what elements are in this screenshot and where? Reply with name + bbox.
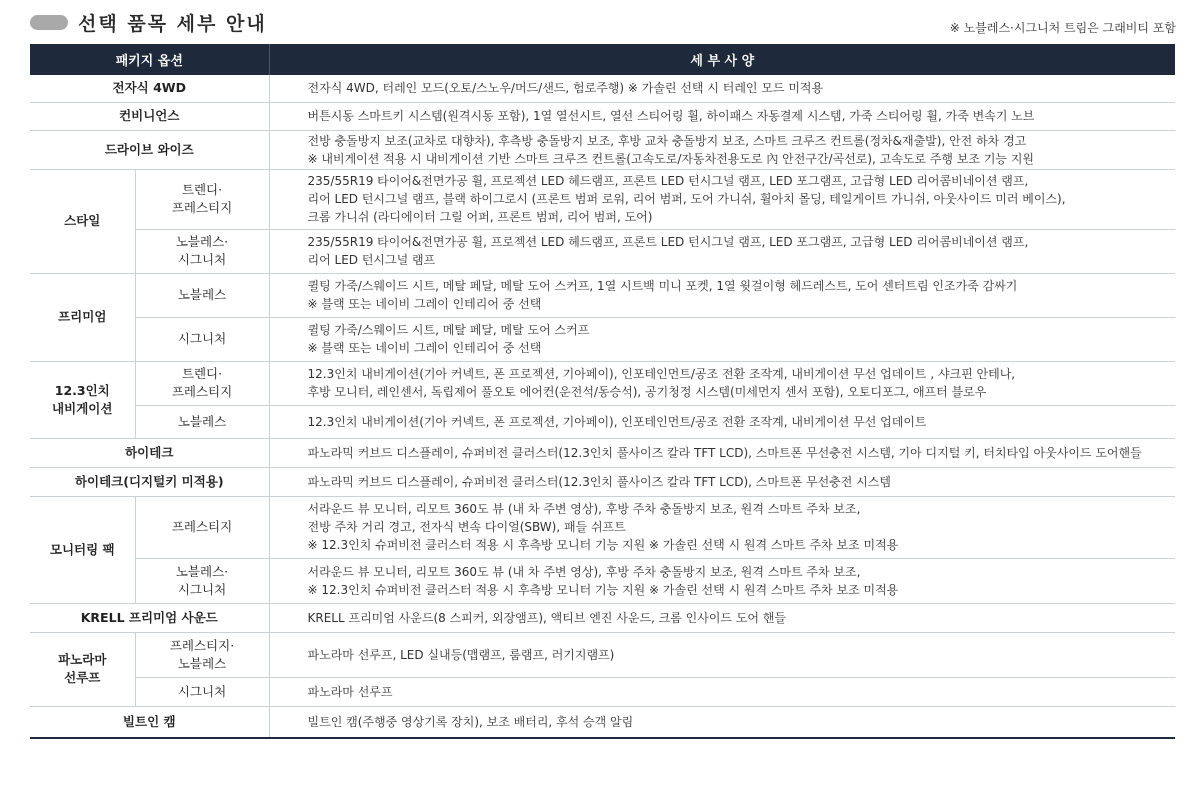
spec-details xyxy=(269,677,1175,706)
spec-details xyxy=(269,706,1175,738)
section-title: 선택 품목 세부 안내 xyxy=(78,13,267,35)
spec-details xyxy=(269,603,1175,632)
options-table xyxy=(30,44,1175,739)
spec-line: 235/55R19 타이어&전면가공 휠, 프로젝션 LED 헤드램프, 프론트 LED 턴시그널 램프, LED 포그램프, 고급형 LED 리어콤비네이션 램프, xyxy=(307,174,1029,188)
page-header xyxy=(0,0,1200,44)
spec-line: 파노라믹 커브드 디스플레이, 슈퍼비전 클러스터(12.3인치 풀사이즈 칼라 TFT LCD), 스마트폰 무선충전 시스템, 기아 디지털 키, 터치타입 아웃사이드 도어핸들 xyxy=(307,445,1142,460)
package-name: 파노라마 선루프 xyxy=(30,632,135,706)
table-row xyxy=(30,558,1175,603)
package-name: 프리미엄 xyxy=(30,273,135,361)
trim-name: 프레스티지 xyxy=(135,496,269,558)
table-row xyxy=(30,229,1175,273)
spec-line: 크롬 가니쉬 (라디에이터 그릴 어퍼, 프론트 범퍼, 리어 범퍼, 도어) xyxy=(307,210,653,224)
package-name: 전자식 4WD xyxy=(30,75,269,102)
spec-line: 12.3인치 내비게이션(기아 커넥트, 폰 프로젝션, 기아페이), 인포테인먼트/공조 전환 조작계, 내비게이션 무선 업데이트 xyxy=(307,414,927,429)
package-name: 빌트인 캠 xyxy=(30,706,269,738)
trim-note: ※ 노블레스·시그니처 트림은 그래비티 포함 xyxy=(949,21,1176,35)
trim-name: 노블레스 xyxy=(135,405,269,438)
spec-details xyxy=(269,496,1175,558)
spec-line: 퀼팅 가죽/스웨이드 시트, 메탈 페달, 메탈 도어 스커프, 1열 시트백 미니 포켓, 1열 윗걸이형 헤드레스트, 도어 센터트림 인조가죽 감싸기 xyxy=(307,279,1018,293)
spec-line: ※ 12.3인치 슈퍼비전 클러스터 적용 시 후측방 모니터 기능 지원 ※ 가솔린 선택 시 원격 스마트 주차 보조 미적용 xyxy=(307,582,899,597)
spec-line: 전방 충돌방지 보조(교차로 대향차), 후측방 충돌방지 보조, 후방 교차 충돌방지 보조, 스마트 크루즈 컨트롤(정차&재출발), 안전 하차 경고 xyxy=(307,133,1027,148)
spec-line: 버튼시동 스마트키 시스템(원격시동 포함), 1열 열선시트, 열선 스티어링 휠, 하이패스 자동결제 시스템, 가죽 스티어링 휠, 가죽 변속기 노브 xyxy=(307,109,1035,123)
table-row xyxy=(30,467,1175,496)
trim-name: 트렌디· 프레스티지 xyxy=(135,361,269,405)
spec-line: 전방 주차 거리 경고, 전자식 변속 다이얼(SBW), 패들 쉬프트 xyxy=(307,520,626,534)
spec-line: ※ 내비게이션 적용 시 내비게이션 기반 스마트 크루즈 컨트롤(고속도로/자동차전용도로 內 안전구간/곡선로), 고속도로 주행 보조 기능 지원 xyxy=(307,151,1035,166)
spec-line: 서라운드 뷰 모니터, 리모트 360도 뷰 (내 차 주변 영상), 후방 주차 충돌방지 보조, 원격 스마트 주차 보조, xyxy=(307,502,861,516)
spec-line: 12.3인치 내비게이션(기아 커넥트, 폰 프로젝션, 기아페이), 인포테인먼트/공조 전환 조작계, 내비게이션 무선 업데이트 , 샤크핀 안테나, xyxy=(307,367,1016,381)
package-name: 하이테크 xyxy=(30,438,269,467)
spec-details xyxy=(269,169,1175,229)
spec-line: 파노라마 선루프 xyxy=(307,684,393,699)
package-name: 하이테크(디지털키 미적용) xyxy=(30,467,269,496)
spec-line: 파노라마 선루프, LED 실내등(맵램프, 룸램프, 러기지램프) xyxy=(307,647,615,662)
spec-details xyxy=(269,229,1175,273)
trim-name: 프레스티지· 노블레스 xyxy=(135,632,269,677)
table-row xyxy=(30,632,1175,677)
table-row xyxy=(30,438,1175,467)
spec-details xyxy=(269,558,1175,603)
spec-line: 235/55R19 타이어&전면가공 휠, 프로젝션 LED 헤드램프, 프론트 LED 턴시그널 램프, LED 포그램프, 고급형 LED 리어콤비네이션 램프, xyxy=(307,235,1029,249)
table-row xyxy=(30,169,1175,229)
spec-details xyxy=(269,438,1175,467)
package-name: 컨비니언스 xyxy=(30,102,269,130)
spec-line: 빌트인 캠(주행중 영상기록 장치), 보조 배터리, 후석 승객 알림 xyxy=(307,714,634,729)
spec-line: 퀼팅 가죽/스웨이드 시트, 메탈 페달, 메탈 도어 스커프 xyxy=(307,323,590,337)
spec-details xyxy=(269,361,1175,405)
trim-name: 노블레스· 시그니처 xyxy=(135,229,269,273)
spec-details xyxy=(269,273,1175,317)
spec-line: 리어 LED 턴시그널 램프 xyxy=(307,253,436,267)
table-row xyxy=(30,361,1175,405)
table-row xyxy=(30,405,1175,438)
table-row xyxy=(30,273,1175,317)
spec-line: 서라운드 뷰 모니터, 리모트 360도 뷰 (내 차 주변 영상), 후방 주차 충돌방지 보조, 원격 스마트 주차 보조, xyxy=(307,564,861,579)
table-row xyxy=(30,706,1175,738)
table-row xyxy=(30,102,1175,130)
spec-line: KRELL 프리미엄 사운드(8 스피커, 외장앰프), 액티브 엔진 사운드, 크롬 인사이드 도어 핸들 xyxy=(307,610,787,625)
spec-details xyxy=(269,102,1175,130)
trim-name: 노블레스 xyxy=(135,273,269,317)
table-row xyxy=(30,677,1175,706)
package-name: KRELL 프리미엄 사운드 xyxy=(30,603,269,632)
spec-line: ※ 블랙 또는 네이비 그레이 인테리어 중 선택 xyxy=(307,341,542,355)
package-name: 12.3인치 내비게이션 xyxy=(30,361,135,438)
table-row xyxy=(30,496,1175,558)
spec-line: ※ 블랙 또는 네이비 그레이 인테리어 중 선택 xyxy=(307,297,542,311)
table-row xyxy=(30,75,1175,102)
trim-name: 트렌디· 프레스티지 xyxy=(135,169,269,229)
section-marker-icon xyxy=(30,15,68,30)
trim-name: 시그니처 xyxy=(135,677,269,706)
table-row xyxy=(30,317,1175,361)
spec-line: ※ 12.3인치 슈퍼비전 클러스터 적용 시 후측방 모니터 기능 지원 ※ 가솔린 선택 시 원격 스마트 주차 보조 미적용 xyxy=(307,538,899,552)
spec-details xyxy=(269,75,1175,102)
spec-line: 리어 LED 턴시그널 램프, 블랙 하이그로시 (프론트 범퍼 로워, 리어 범퍼, 도어 가니쉬, 휠아치 몰딩, 테일게이트 가니쉬, 아웃사이드 미러 베이스), xyxy=(307,192,1066,206)
table-row xyxy=(30,603,1175,632)
spec-details xyxy=(269,405,1175,438)
spec-details xyxy=(269,632,1175,677)
table-header-row xyxy=(30,44,1175,75)
table-row xyxy=(30,130,1175,169)
package-name: 모니터링 팩 xyxy=(30,496,135,603)
package-name: 드라이브 와이즈 xyxy=(30,130,269,169)
spec-details xyxy=(269,317,1175,361)
trim-name: 시그니처 xyxy=(135,317,269,361)
header-details: 세 부 사 양 xyxy=(269,44,1175,75)
spec-details xyxy=(269,130,1175,169)
spec-line: 후방 모니터, 레인센서, 독립제어 풀오토 에어컨(운전석/동승석), 공기청정 시스템(미세먼지 센서 포함), 오토디포그, 애프터 블로우 xyxy=(307,385,987,399)
package-name: 스타일 xyxy=(30,169,135,273)
trim-name: 노블레스· 시그니처 xyxy=(135,558,269,603)
header-package-option: 패키지 옵션 xyxy=(30,44,269,75)
spec-line: 전자식 4WD, 터레인 모드(오토/스노우/머드/샌드, 험로주행) ※ 가솔린 선택 시 터레인 모드 미적용 xyxy=(307,81,824,96)
spec-line: 파노라믹 커브드 디스플레이, 슈퍼비전 클러스터(12.3인치 풀사이즈 칼라 TFT LCD), 스마트폰 무선충전 시스템 xyxy=(307,474,891,489)
spec-details xyxy=(269,467,1175,496)
